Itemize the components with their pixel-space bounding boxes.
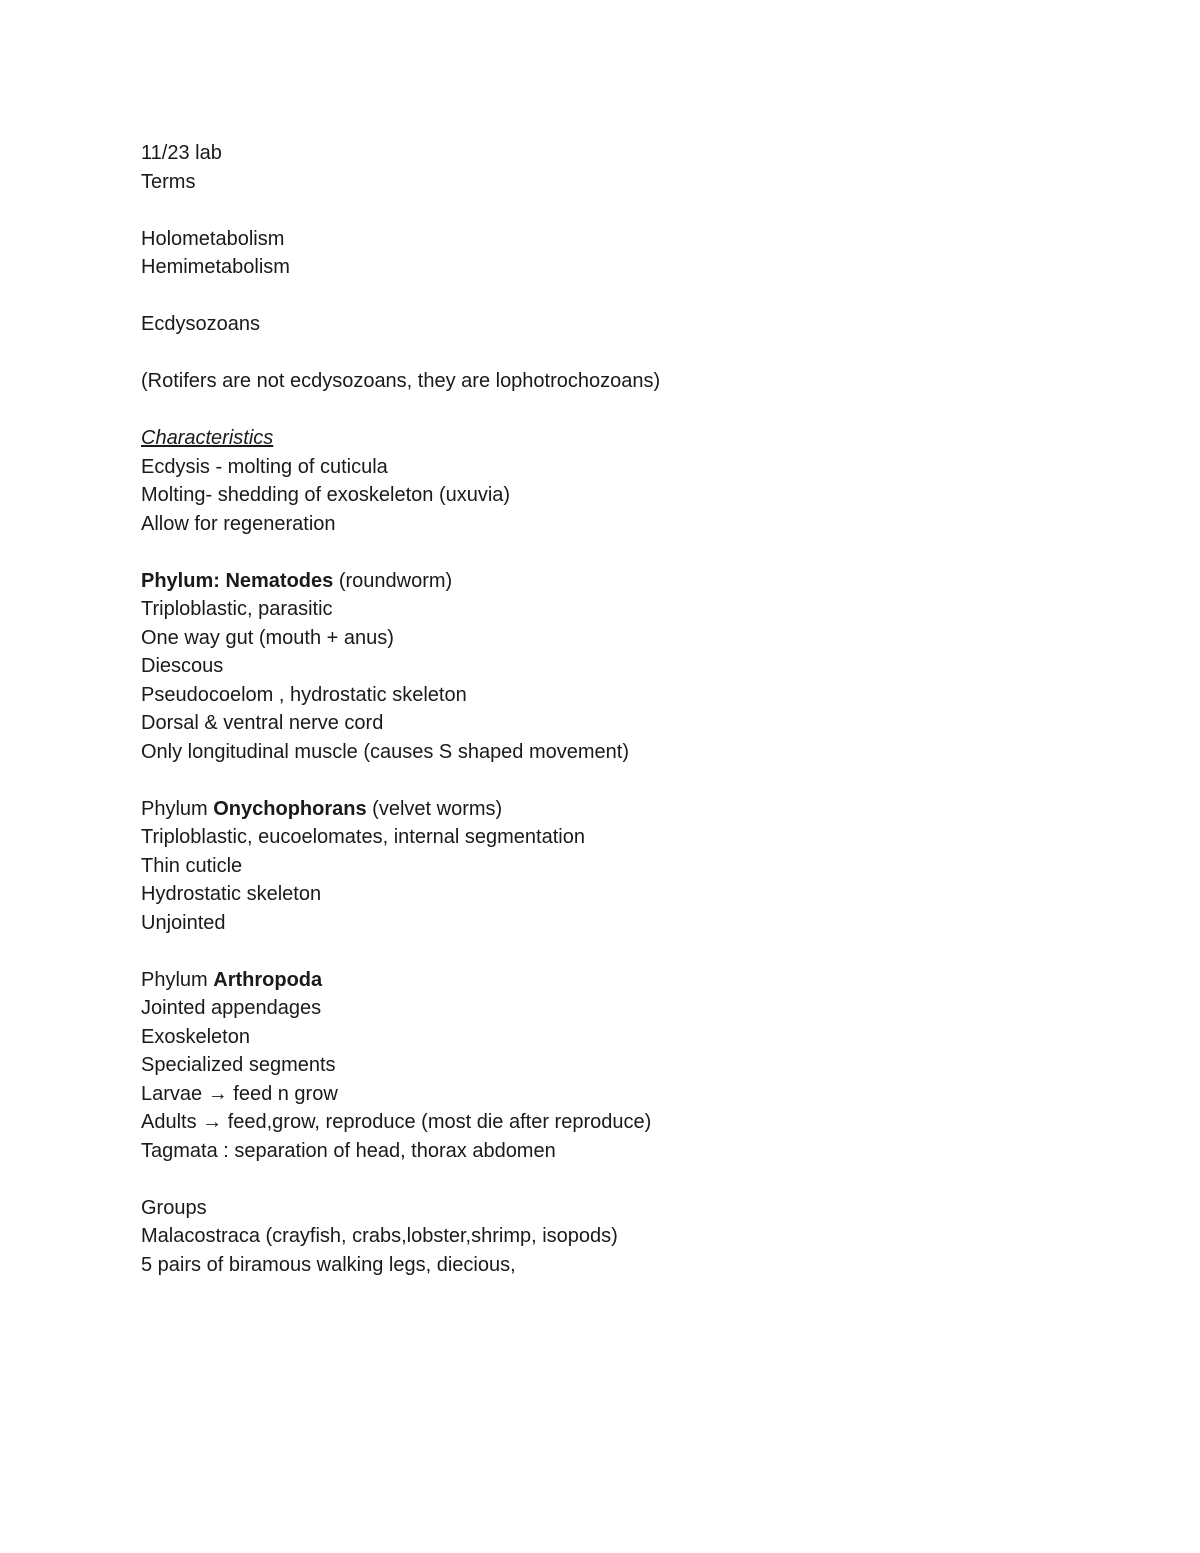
- groups-item: Malacostraca (crayfish, crabs,lobster,shrimp, isopods): [141, 1225, 618, 1247]
- spacer: [141, 766, 1101, 795]
- subtitle: Terms: [141, 170, 196, 193]
- term-item: Holometabolism: [141, 227, 285, 250]
- spacer: [141, 339, 1101, 368]
- arthropoda-item: Larvae → feed n grow: [141, 1082, 338, 1105]
- spacer: [141, 538, 1101, 567]
- characteristics-heading: Characteristics: [141, 427, 274, 449]
- nematodes-item: Triploblastic, parasitic: [141, 598, 333, 620]
- characteristic-item: Molting- shedding of exoskeleton (uxuvia): [141, 484, 511, 506]
- characteristic-item: Allow for regeneration: [141, 512, 336, 535]
- arthropoda-item: Jointed appendages: [141, 997, 322, 1019]
- arthropoda-item: Adults → feed,grow, reproduce (most die after reproduce): [141, 1111, 652, 1133]
- arthropoda-item: Tagmata : separation of head, thorax abdomen: [141, 1139, 556, 1162]
- spacer: [141, 282, 1101, 311]
- arthropoda-name: Arthropoda: [213, 968, 323, 991]
- onychophorans-item: Thin cuticle: [141, 854, 243, 877]
- date-heading: 11/23 lab: [141, 142, 222, 164]
- onychophorans-item: Hydrostatic skeleton: [141, 883, 322, 905]
- arthropoda-item: Specialized segments: [141, 1054, 336, 1076]
- nematodes-item: One way gut (mouth + anus): [141, 626, 394, 649]
- groups-heading: Groups: [141, 1196, 207, 1219]
- spacer: [141, 937, 1101, 966]
- characteristic-item: Ecdysis - molting of cuticula: [141, 455, 388, 478]
- nematodes-label: Phylum: Nematodes: [141, 569, 334, 592]
- nematodes-item: Only longitudinal muscle (causes S shaped movement): [141, 740, 630, 763]
- nematodes-common-name: (roundworm): [333, 569, 453, 592]
- nematodes-item: Dorsal & ventral nerve cord: [141, 712, 384, 734]
- term-item: Hemimetabolism: [141, 256, 290, 278]
- spacer: [141, 1165, 1101, 1194]
- groups-item: 5 pairs of biramous walking legs, diecious,: [141, 1253, 516, 1276]
- spacer: [141, 396, 1101, 425]
- onychophorans-common-name: (velvet worms): [366, 797, 503, 820]
- nematodes-item: Diescous: [141, 655, 224, 677]
- spacer: [141, 196, 1101, 225]
- arthropoda-prefix: Phylum: [141, 968, 214, 991]
- onychophorans-item: Unjointed: [141, 911, 226, 934]
- rotifers-note: (Rotifers are not ecdysozoans, they are lophotrochozoans): [141, 370, 661, 392]
- nematodes-heading: [141, 567, 1101, 596]
- onychophorans-heading: [141, 795, 1101, 824]
- onychophorans-item: Triploblastic, eucoelomates, internal segmentation: [141, 826, 585, 848]
- onychophorans-prefix: Phylum: [141, 797, 214, 820]
- arthropoda-item: Exoskeleton: [141, 1025, 250, 1048]
- arthropoda-heading: [141, 966, 1101, 995]
- nematodes-item: Pseudocoelom , hydrostatic skeleton: [141, 683, 467, 706]
- onychophorans-name: Onychophorans: [213, 797, 367, 820]
- ecdysozoans-title: Ecdysozoans: [141, 313, 260, 335]
- document-body: [141, 139, 1101, 1279]
- characteristics-section: [141, 424, 1101, 453]
